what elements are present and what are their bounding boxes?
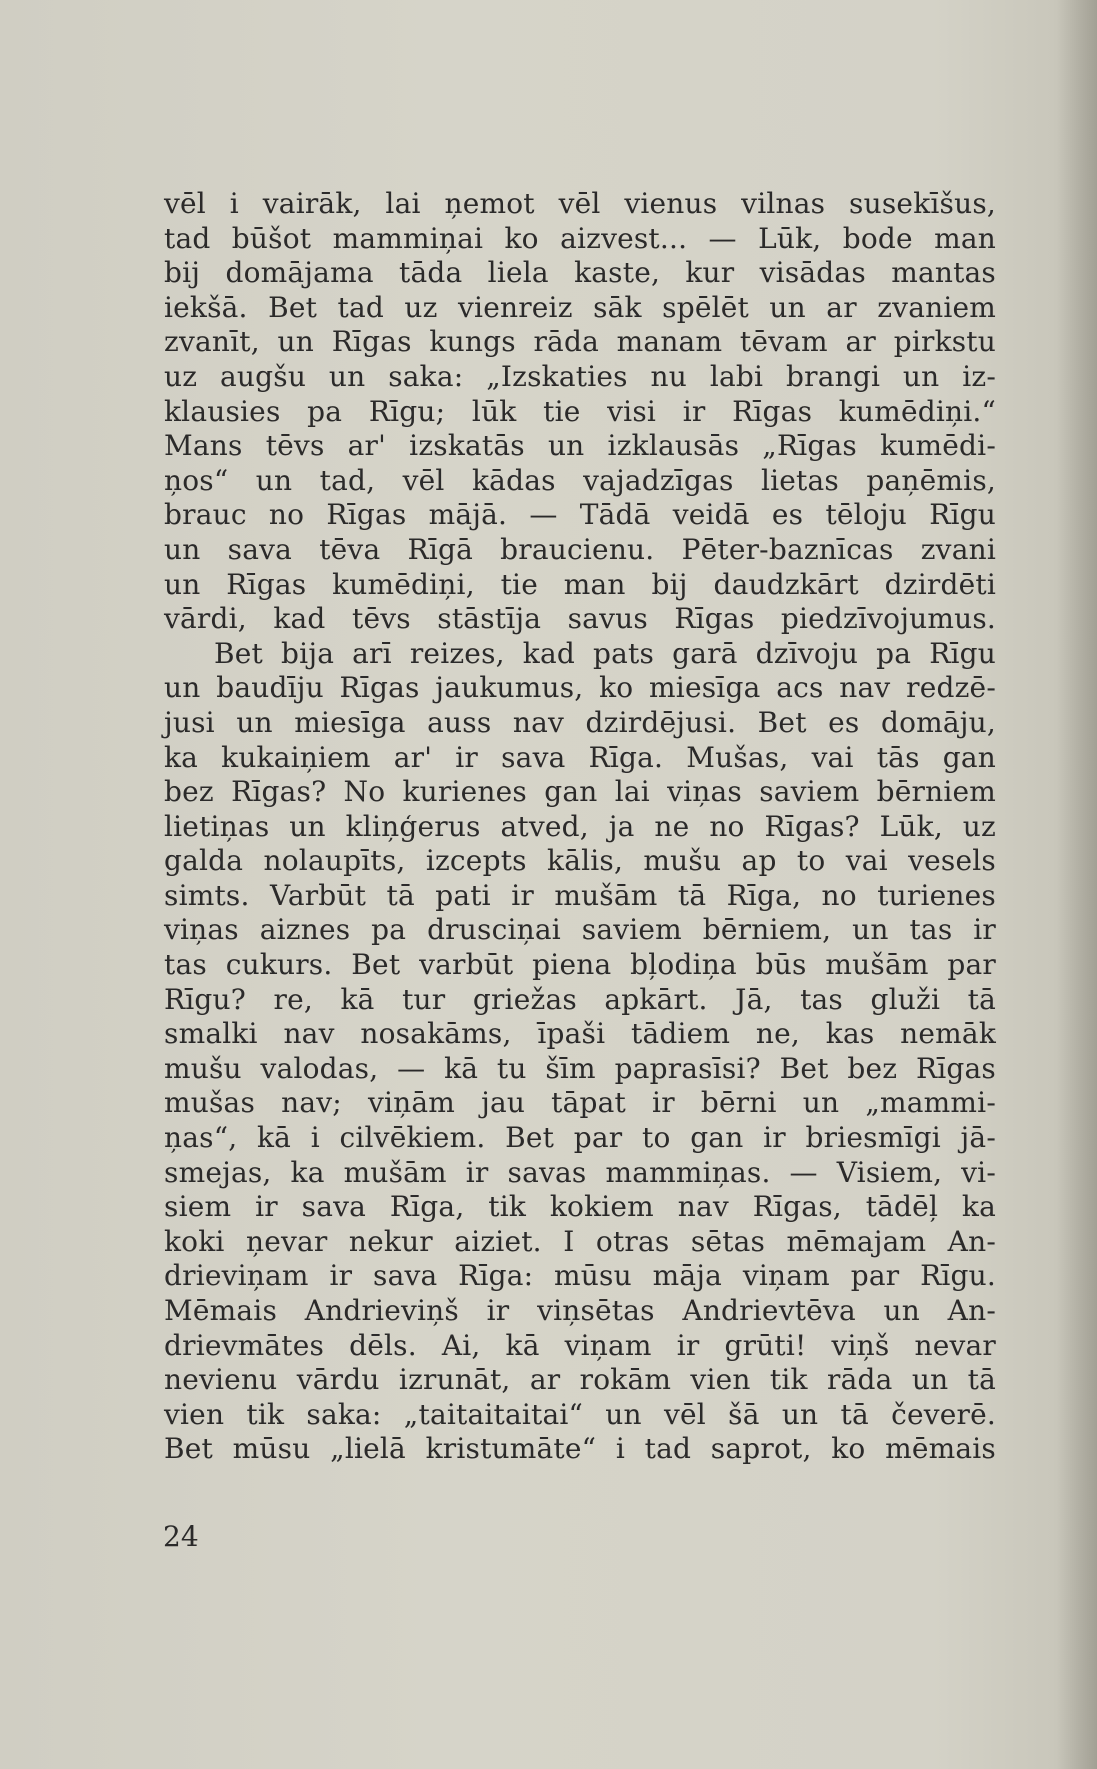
text-line: ņos“ un tad, vēl kādas vajadzīgas lietas paņēmis, [164, 463, 996, 497]
text-line: zvanīt, un Rīgas kungs rāda manam tēvam ar pirkstu [164, 325, 996, 359]
body-text [164, 187, 996, 1467]
text-line: tad būšot mammiņai ko aizvest... — Lūk, bode man [164, 221, 996, 255]
text-line: mušas nav; viņām jau tāpat ir bērni un „mammi- [164, 1086, 996, 1120]
text-line: Bet mūsu „lielā kristumāte“ i tad saprot, ko mēmais [164, 1432, 996, 1466]
text-line: klausies pa Rīgu; lūk tie visi ir Rīgas kumēdiņi.“ [164, 394, 996, 428]
text-line: bez Rīgas? No kurienes gan lai viņas saviem bērniem [164, 775, 996, 809]
text-line: siem ir sava Rīga, tik kokiem nav Rīgas, tādēļ ka [164, 1190, 996, 1224]
page-edge-shadow [1057, 0, 1097, 1769]
text-line: smejas, ka mušām ir savas mammiņas. — Visiem, vi- [164, 1155, 996, 1189]
text-line: Mēmais Andrieviņš ir viņsētas Andrievtēva un An- [164, 1294, 996, 1327]
text-line: vēl i vairāk, lai ņemot vēl vienus vilnas susekīšus, [164, 187, 996, 220]
text-line: koki ņevar nekur aiziet. I otras sētas mēmajam An- [164, 1224, 996, 1258]
text-line: jusi un miesīga auss nav dzirdējusi. Bet es domāju, [164, 705, 996, 739]
text-line: galda nolaupīts, izcepts kālis, mušu ap to vai vesels [164, 844, 996, 878]
text-line: un sava tēva Rīgā braucienu. Pēter-baznīcas zvani [164, 532, 996, 566]
text-line: tas cukurs. Bet varbūt piena bļodiņa būs mušām par [164, 948, 996, 982]
text-line: drievmātes dēls. Ai, kā viņam ir grūti! viņš nevar [164, 1328, 996, 1362]
text-line: Rīgu? re, kā tur griežas apkārt. Jā, tas gluži tā [164, 982, 996, 1016]
text-line: lietiņas un kliņģerus atved, ja ne no Rīgas? Lūk, uz [164, 809, 996, 843]
text-line: un Rīgas kumēdiņi, tie man bij daudzkārt dzirdēti [164, 567, 996, 601]
text-line-paragraph-start: Bet bija arī reizes, kad pats garā dzīvoju pa Rīgu [214, 636, 996, 670]
text-line: iekšā. Bet tad uz vienreiz sāk spēlēt un ar zvaniem [164, 290, 996, 324]
text-line: drieviņam ir sava Rīga: mūsu māja viņam par Rīgu. [164, 1259, 996, 1293]
text-line: brauc no Rīgas mājā. — Tādā veidā es tēloju Rīgu [164, 498, 996, 532]
text-line: vien tik saka: „taitaitaitai“ un vēl šā un tā čeverē. [164, 1397, 996, 1431]
text-line: bij domājama tāda liela kaste, kur visādas mantas [164, 256, 996, 290]
text-line: simts. Varbūt tā pati ir mušām tā Rīga, no turienes [164, 878, 996, 912]
text-line: un baudīju Rīgas jaukumus, ko miesīga acs nav redzē- [164, 671, 996, 705]
text-line: viņas aiznes pa drusciņai saviem bērniem, un tas ir [164, 913, 996, 947]
text-line: uz augšu un saka: „Izskaties nu labi brangi un iz- [164, 359, 996, 393]
page-number: 24 [163, 1520, 199, 1553]
text-line: vārdi, kad tēvs stāstīja savus Rīgas piedzīvojumus. [164, 602, 996, 636]
text-line: ka kukaiņiem ar' ir sava Rīga. Mušas, vai tās gan [164, 740, 996, 774]
text-line: Mans tēvs ar' izskatās un izklausās „Rīgas kumēdi- [164, 429, 996, 463]
text-line: smalki nav nosakāms, īpaši tādiem ne, kas nemāk [164, 1017, 996, 1051]
text-line: mušu valodas, — kā tu šīm paprasīsi? Bet bez Rīgas [164, 1051, 996, 1085]
text-line: nevienu vārdu izrunāt, ar rokām vien tik rāda un tā [164, 1363, 996, 1397]
text-line: ņas“, kā i cilvēkiem. Bet par to gan ir briesmīgi jā- [164, 1121, 996, 1155]
